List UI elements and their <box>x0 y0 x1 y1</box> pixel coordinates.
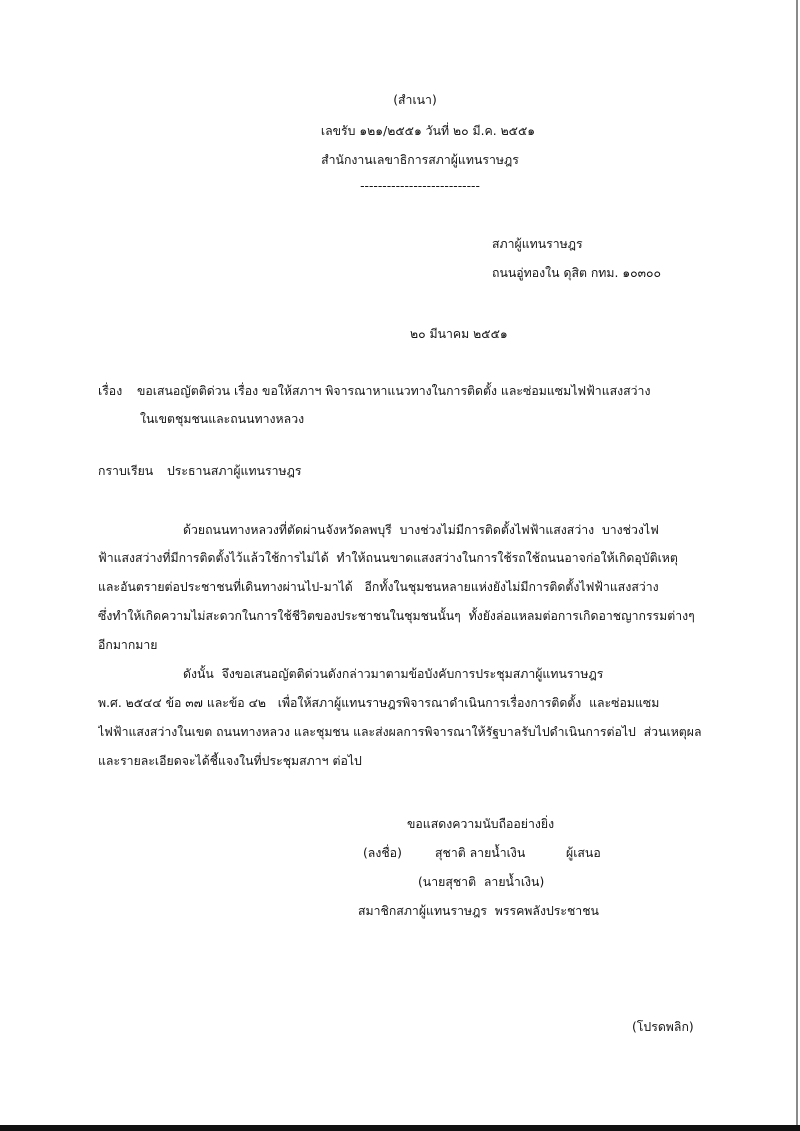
receipt-number: เลขรับ ๑๒๑/๒๕๕๑ วันที่ ๒๐ มี.ค. ๒๕๕๑ <box>320 124 536 138</box>
complimentary-close: ขอแสดงความนับถืออย่างยิ่ง <box>407 817 555 831</box>
subject-line: ในเขตชุมชนและถนนทางหลวง <box>140 412 305 426</box>
salutation-label: กราบเรียน <box>98 464 154 478</box>
scan-edge-right <box>796 0 798 1131</box>
header-divider: --------------------------- <box>360 179 480 193</box>
sender-address-line: สภาผู้แทนราษฎร <box>492 237 583 251</box>
body-line: พ.ศ. ๒๕๔๔ ข้อ ๓๗ และข้อ ๔๒ เพื่อให้สภาผู้แทนราษฎรพิจารณาดำเนินการเรื่องการติดตั้ง และซ่อมแซม <box>98 696 660 710</box>
subject-line: ขอเสนอญัตติด่วน เรื่อง ขอให้สภาฯ พิจารณาหาแนวทางในการติดตั้ง และซ่อมแซมไฟฟ้าแสงสว่าง <box>137 384 651 398</box>
salutation-recipient: ประธานสภาผู้แทนราษฎร <box>167 464 302 478</box>
body-line: อีกมากมาย <box>98 638 158 652</box>
body-line: และรายละเอียดจะได้ชี้แจงในที่ประชุมสภาฯ ต่อไป <box>98 754 362 768</box>
signer-position: สมาชิกสภาผู้แทนราษฎร พรรคพลังประชาชน <box>358 904 599 918</box>
receiving-office: สำนักงานเลขาธิการสภาผู้แทนราษฎร <box>321 153 519 167</box>
scan-edge-bottom <box>0 1125 800 1131</box>
body-line: ดังนั้น จึงขอเสนอญัตติด่วนดังกล่าวมาตามข้อบังคับการประชุมสภาผู้แทนราษฎร <box>183 667 604 681</box>
body-line: ไฟฟ้าแสงสว่างในเขต ถนนทางหลวง และชุมชน และส่งผลการพิจารณาให้รัฐบาลรับไปดำเนินการต่อไป ส่วนเหตุผล <box>98 725 702 739</box>
body-line: ซึ่งทำให้เกิดความไม่สะดวกในการใช้ชีวิตของประชาชนในชุมชนนั้นๆ ทั้งยังล่อแหลมต่อการเกิดอาชญากรรมต่างๆ <box>98 609 695 623</box>
subject-label: เรื่อง <box>98 384 123 398</box>
signature: สุชาติ ลายน้ำเงิน <box>435 846 526 860</box>
signer-printed-name: (นายสุชาติ ลายน้ำเงิน) <box>418 875 545 889</box>
signer-role: ผู้เสนอ <box>566 846 601 860</box>
body-line: ด้วยถนนทางหลวงที่ตัดผ่านจังหวัดลพบุรี บางช่วงไม่มีการติดตั้งไฟฟ้าแสงสว่าง บางช่วงไฟ <box>183 523 659 537</box>
copy-mark: (สำเนา) <box>393 93 437 107</box>
sender-address-line: ถนนอู่ทองใน ดุสิต กทม. ๑๐๓๐๐ <box>492 266 662 280</box>
letter-date: ๒๐ มีนาคม ๒๕๕๑ <box>410 327 508 341</box>
body-line: และอันตรายต่อประชาชนที่เดินทางผ่านไป-มาได้ อีกทั้งในชุมชนหลายแห่งยังไม่มีการติดตั้งไฟฟ้าแสงสว่าง <box>98 580 659 594</box>
body-line: ฟ้าแสงสว่างที่มีการติดตั้งไว้แล้วใช้การไม่ได้ ทำให้ถนนขาดแสงสว่างในการใช้รถใช้ถนนอาจก่อให้เกิดอุบัติเหตุ <box>98 551 678 565</box>
turn-over-note: (โปรดพลิก) <box>632 1020 694 1034</box>
signature-label: (ลงชื่อ) <box>363 846 402 860</box>
